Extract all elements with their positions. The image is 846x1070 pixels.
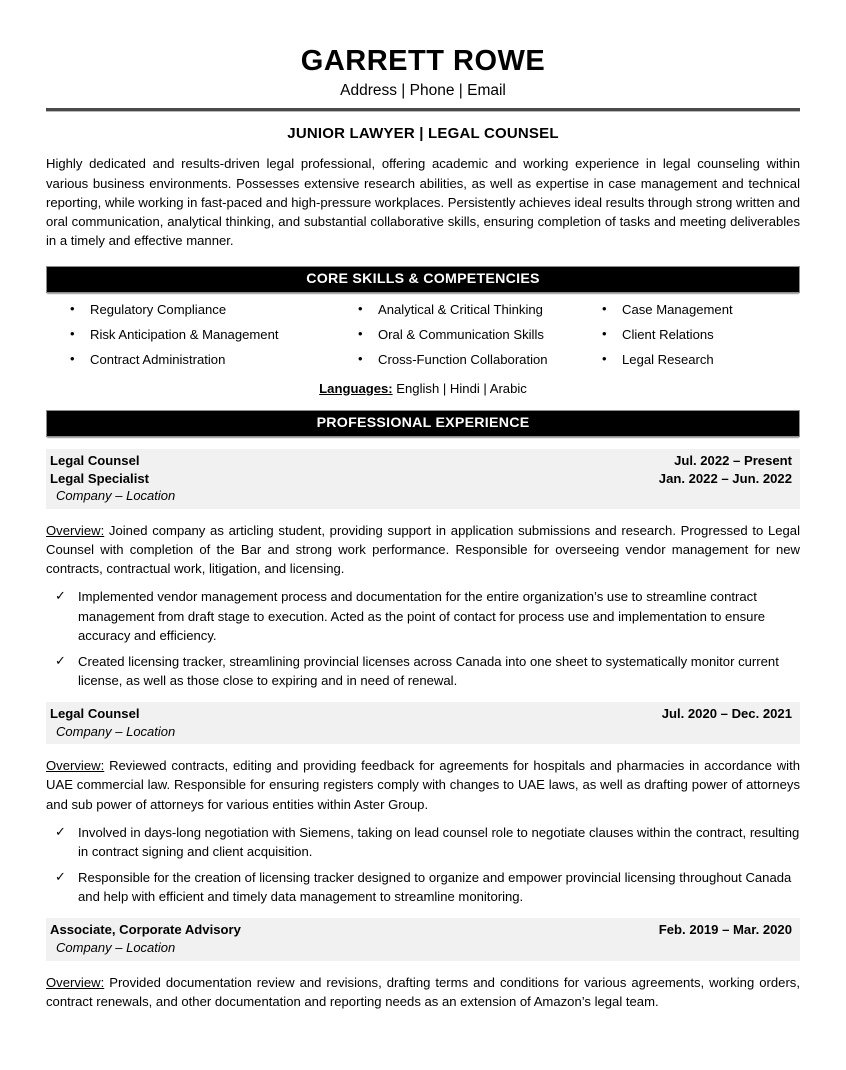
job-role-row xyxy=(50,705,792,723)
section-header-core-skills: CORE SKILLS & COMPETENCIES xyxy=(46,266,800,293)
job-overview xyxy=(46,973,800,1011)
skill-label: Legal Research xyxy=(622,352,714,368)
bullet-icon: • xyxy=(70,325,75,341)
bullet-icon: • xyxy=(602,300,607,316)
check-icon: ✓ xyxy=(55,588,66,604)
professional-summary: Highly dedicated and results-driven legal professional, offering academic and working experience in legal counseling within various business environments. Possesses extensive research abilities, as well as expertise in case management and technical reporting, while working in fast-paced and high-pressure workplaces. Persistently achieves ideal results through strong written and oral communication, analytical thinking, and substantial collaborative skills, ensuring completion of tasks and meeting deliverables in a timely and effective manner. xyxy=(46,156,801,249)
job-header-block xyxy=(46,702,800,744)
check-icon: ✓ xyxy=(55,652,66,668)
overview-text: Reviewed contracts, editing and providing feedback for agreements for hospitals and pharmacies in accordance with UAE commercial law. Responsible for ensuring registers comply with changes to UAE laws, as well as drafting power of attorneys and sub power of attorneys for various entities within Aster Group. xyxy=(46,758,800,812)
professional-headline: JUNIOR LAWYER | LEGAL COUNSEL xyxy=(287,125,559,143)
skill-item xyxy=(600,300,800,317)
candidate-name: GARRETT ROWE xyxy=(300,45,546,77)
bullet-icon: • xyxy=(602,325,607,341)
skill-label: Regulatory Compliance xyxy=(90,301,227,317)
skill-item xyxy=(356,353,600,367)
achievement-item xyxy=(46,587,800,644)
header-divider xyxy=(46,108,800,111)
skill-item xyxy=(600,353,800,367)
overview-label: Overview: xyxy=(46,758,105,774)
job-header-block xyxy=(46,918,800,960)
section-header-professional-experience: PROFESSIONAL EXPERIENCE xyxy=(46,410,800,437)
overview-label: Overview: xyxy=(46,522,105,538)
job-title: Legal Specialist xyxy=(50,470,149,486)
bullet-icon: • xyxy=(602,351,607,367)
core-skills-grid xyxy=(46,300,800,379)
achievement-text: Involved in days-long negotiation with Siemens, taking on lead counsel role to negotiate clauses within the contract, resulting in contract signing and client acquisition. xyxy=(78,824,800,859)
contact-line: Address | Phone | Email xyxy=(340,82,506,100)
job-header-block xyxy=(46,449,800,509)
skill-item xyxy=(600,325,800,342)
achievement-text: Implemented vendor management process and documentation for the entire organization’s use to streamline contract management from draft stage to execution. Acted as the point of contact for process use and implementation to ensure accuracy and efficiency. xyxy=(78,589,766,643)
skill-label: Client Relations xyxy=(622,326,714,342)
overview-text: Provided documentation review and revisions, drafting terms and conditions for various agreements, working orders, contract renewals, and other documentation and reporting needs as an extension of Amazon’s legal team. xyxy=(46,974,800,1009)
job-company: Company – Location xyxy=(56,488,176,504)
skills-column-1 xyxy=(68,300,356,379)
bullet-icon: • xyxy=(358,300,363,316)
job-dates: Jul. 2022 – Present xyxy=(674,452,792,468)
job-role-row xyxy=(50,470,792,488)
job-overview xyxy=(46,521,800,579)
achievement-item xyxy=(46,652,800,690)
languages-label: Languages: xyxy=(319,380,393,396)
achievement-text: Responsible for the creation of licensing tracker designed to organize and empower provincial licensing throughout Canada and help with efficient and timely data management to streamline monitoring. xyxy=(78,870,792,905)
job-role-row xyxy=(50,921,792,939)
skill-label: Oral & Communication Skills xyxy=(378,326,544,342)
bullet-icon: • xyxy=(358,325,363,341)
job-dates: Feb. 2019 – Mar. 2020 xyxy=(658,922,792,938)
job-overview xyxy=(46,756,800,814)
bullet-icon: • xyxy=(358,351,363,367)
skill-item xyxy=(68,325,356,342)
check-icon: ✓ xyxy=(55,823,66,839)
skill-label: Contract Administration xyxy=(90,352,226,368)
resume-page xyxy=(0,46,846,1070)
check-icon: ✓ xyxy=(55,869,66,885)
skill-item xyxy=(356,325,600,342)
bullet-icon: • xyxy=(70,300,75,316)
skill-item xyxy=(68,353,356,367)
achievement-item xyxy=(46,868,800,906)
achievement-item xyxy=(46,823,800,861)
job-achievements xyxy=(46,823,800,906)
job-achievements xyxy=(46,587,800,690)
achievement-text: Created licensing tracker, streamlining provincial licenses across Canada into one sheet to systematically monitor current license, as well as those close to expiring and in need of renewal. xyxy=(78,653,779,688)
languages-value: English | Hindi | Arabic xyxy=(392,380,527,396)
job-title: Legal Counsel xyxy=(50,452,140,468)
skill-item xyxy=(356,300,600,317)
overview-text: Joined company as articling student, providing support in application submissions and research. Progressed to Legal Counsel with completion of the Bar and strong work performance. Responsible for overseeing vendor management for new contracts, contractual work, litigation, and licensing. xyxy=(46,522,800,577)
bullet-icon: • xyxy=(70,351,75,367)
overview-label: Overview: xyxy=(46,974,105,990)
job-role-row xyxy=(50,452,792,470)
job-company: Company – Location xyxy=(56,723,176,739)
skills-column-3 xyxy=(600,300,800,379)
skills-column-2 xyxy=(356,300,600,379)
job-dates: Jan. 2022 – Jun. 2022 xyxy=(658,470,792,486)
skill-label: Cross-Function Collaboration xyxy=(378,352,548,368)
job-title: Associate, Corporate Advisory xyxy=(50,922,241,938)
skill-label: Case Management xyxy=(622,301,733,317)
skill-label: Analytical & Critical Thinking xyxy=(378,301,543,317)
skill-item xyxy=(68,300,356,317)
skill-label: Risk Anticipation & Management xyxy=(90,326,279,342)
job-dates: Jul. 2020 – Dec. 2021 xyxy=(661,705,792,721)
job-company: Company – Location xyxy=(56,940,176,956)
job-title: Legal Counsel xyxy=(50,705,140,721)
languages-line xyxy=(46,381,800,396)
